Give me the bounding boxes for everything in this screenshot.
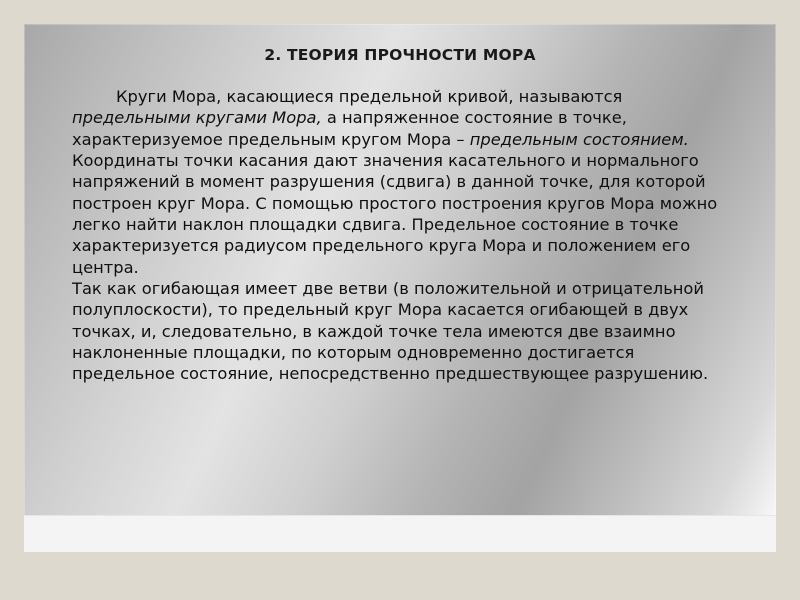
slide-content-area — [24, 24, 776, 516]
paragraph-1-italic-term-1: предельными кругами Мора, — [72, 108, 322, 128]
paragraph-1 — [72, 86, 732, 278]
paragraph-1-segment-1: Круги Мора, касающиеся предельной кривой, называются — [116, 87, 623, 106]
page-title: 2. ТЕОРИЯ ПРОЧНОСТИ МОРА — [264, 46, 536, 64]
slide-body — [72, 86, 732, 385]
slide — [24, 24, 776, 552]
paragraph-1-segment-3: а напряженное состояние в точке, характеризуемое предельным кругом Мора – — [72, 108, 627, 149]
paragraph-2: Так как огибающая имеет две ветви (в положительной и отрицательной полуплоскости), то предельный круг Мора касается огибающей в двух точках, и, следовательно, в каждой точке тела имеются две взаимно наклоненные площадки, по которым одновременно достигается предельное состояние, непосредственно предшествующее разрушению. — [72, 279, 709, 384]
paragraph-1-segment-5: Координаты точки касания дают значения касательного и нормального напряжений в момент разрушения (сдвига) в данной точке, для которой построен круг Мора. С помощью простого построения кругов Мора можно легко найти наклон площадки сдвига. Предельное состояние в точке характеризуется радиусом предельного круга Мора и положением его центра. — [72, 151, 718, 277]
paragraph-1-italic-term-2: предельным состоянием. — [469, 129, 689, 149]
slide-footer-band — [24, 515, 776, 552]
